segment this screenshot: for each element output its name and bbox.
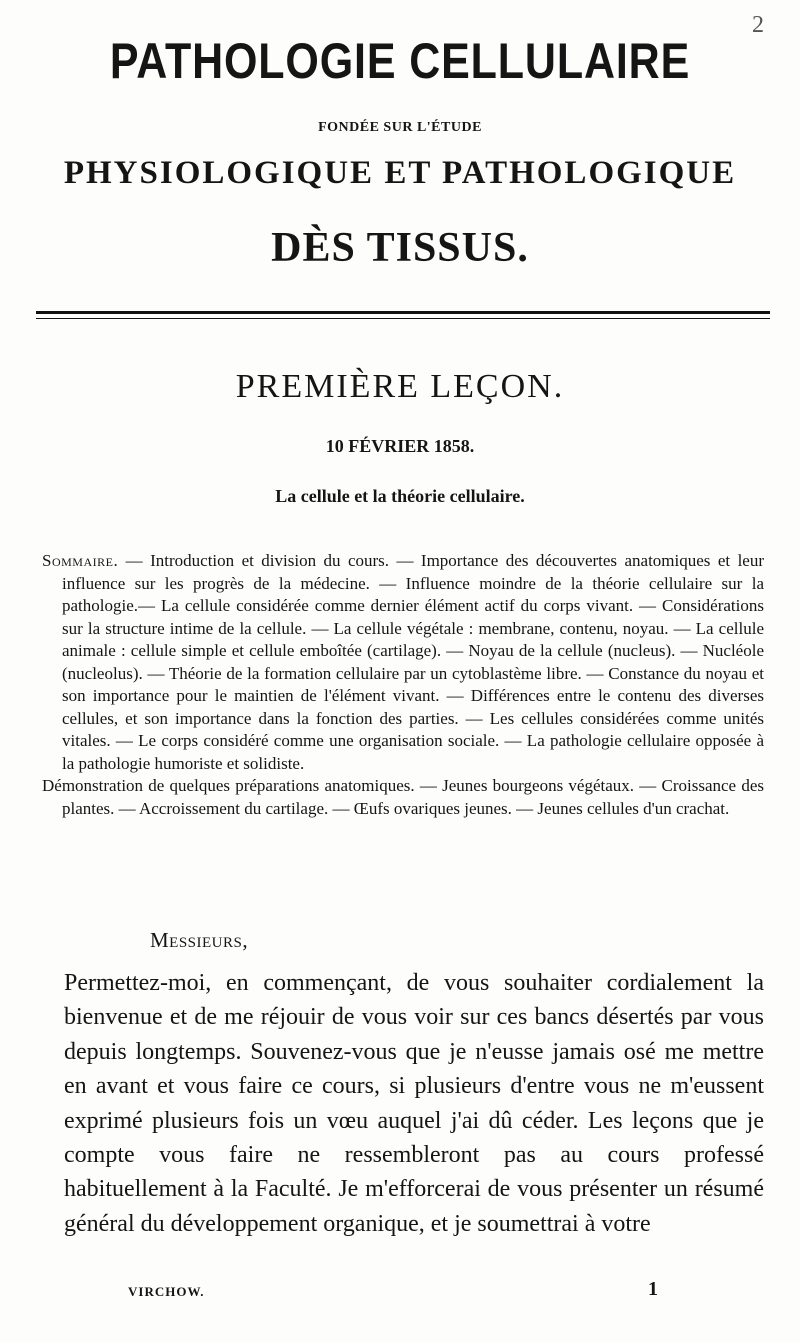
salutation: Messieurs,: [150, 928, 249, 952]
book-title: PATHOLOGIE CELLULAIRE: [109, 33, 691, 89]
book-title-sub: FONDÉE SUR L'ÉTUDE: [318, 120, 482, 135]
footer-page-number: 1: [648, 1278, 658, 1300]
body-paragraph: Permettez-moi, en commençant, de vous souhaiter cordialement la bienvenue et de me réjouir de vous voir sur ces bancs désertés par vous depuis longtemps. Souvenez-vous que je n'eusse jamais osé me mettre en avant et vous faire ce cours, si plusieurs d'entre vous ne m'eussent exprimé plusieurs fois un vœu auquel j'ai dû céder. Les leçons que je compte vous faire ne ressembleront pas au cours professé habituellement à la Faculté. Je m'efforcerai de vous présenter un résumé général du développement organique, et je soumettrai à votre: [64, 970, 764, 1237]
summary-paragraph-1: [42, 550, 764, 775]
lesson-heading: PREMIÈRE LEÇON.: [235, 368, 565, 405]
summary-text-1: — Introduction et division du cours. — Importance des découvertes anatomiques et leur influence sur les progrès de la médecine. — Influence moindre de la théorie cellulaire sur la pathologie.— La cellule considérée comme dernier élément actif du corps vivant. — Considérations sur la structure intime de la cellule. — La cellule végétale : membrane, contenu, noyau. — La cellule animale : cellule simple et cellule emboîtée (cartilage). — Noyau de la cellule (nucleus). — Nucléole (nucleolus). — Théorie de la formation cellulaire par un cytoblastème libre. — Constance du noyau et son importance pour le maintien de l'élément vivant. — Différences entre le contenu des diverses cellules, et son importance dans la fonction des parties. — Les cellules considérées comme unités vitales. — Le corps considéré comme une organisation sociale. — La pathologie cellulaire opposée à la pathologie humoriste et solidiste.: [62, 551, 764, 773]
body-text: [64, 966, 764, 1241]
title-rule-thick: [36, 311, 770, 314]
book-title-line2: PHYSIOLOGIQUE ET PATHOLOGIQUE: [63, 155, 737, 191]
lesson-subtitle: La cellule et la théorie cellulaire.: [275, 486, 525, 506]
book-title-line3: DÈS TISSUS.: [271, 225, 529, 271]
lesson-date: 10 FÉVRIER 1858.: [325, 436, 475, 456]
footer-signature: VIRCHOW.: [128, 1284, 205, 1299]
summary-label: Sommaire.: [42, 551, 119, 570]
summary-paragraph-2: Démonstration de quelques préparations anatomiques. — Jeunes bourgeons végétaux. — Croissance des plantes. — Accroissement du cartilage. — Œufs ovariques jeunes. — Jeunes cellules d'un crachat.: [42, 776, 764, 818]
corner-page-number: 2: [752, 12, 764, 38]
summary-block: [42, 550, 764, 820]
title-rule-thin: [36, 318, 770, 319]
